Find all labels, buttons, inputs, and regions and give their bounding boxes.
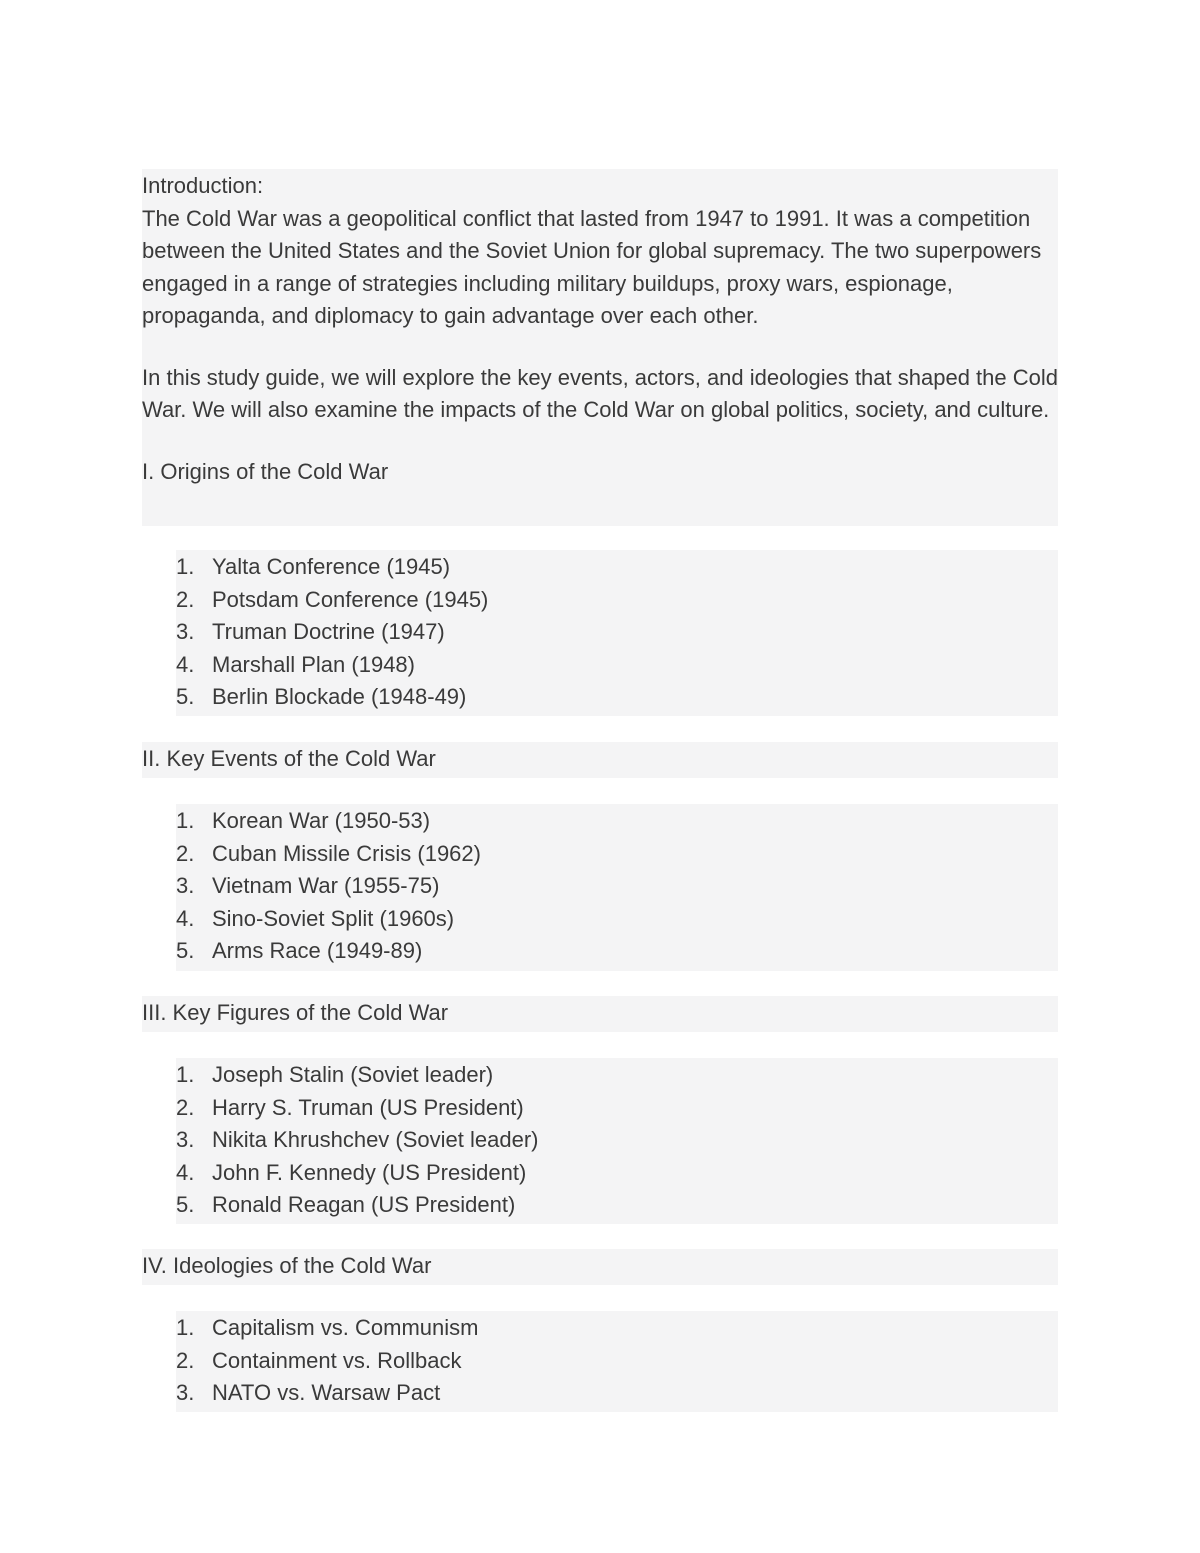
list-item: 3. Nikita Khrushchev (Soviet leader) — [176, 1127, 539, 1152]
list-item: 3. NATO vs. Warsaw Pact — [176, 1380, 441, 1405]
intro-section — [142, 169, 1058, 526]
intro-label: Introduction: — [142, 173, 264, 198]
list-item: 1. Capitalism vs. Communism — [176, 1315, 479, 1340]
section-heading-key-events: II. Key Events of the Cold War — [142, 742, 1058, 778]
list-item: 1. Joseph Stalin (Soviet leader) — [176, 1062, 494, 1087]
list-item: 2. Cuban Missile Crisis (1962) — [176, 840, 481, 866]
list-item: 4. Marshall Plan (1948) — [176, 651, 415, 677]
section-heading-key-figures: III. Key Figures of the Cold War — [142, 996, 1058, 1032]
list-item: 5. Berlin Blockade (1948-49) — [176, 684, 467, 709]
list-item: 2. Containment vs. Rollback — [176, 1347, 462, 1373]
intro-paragraph-1: The Cold War was a geopolitical conflict that lasted from 1947 to 1991. It was a competition between the United States and the Soviet Union for global supremacy. The two superpowers engaged in a range of strategies including military buildups, proxy wars, espionage, propaganda, and diplomacy to gain advantage over each other. — [142, 205, 1042, 328]
list-item: 2. Harry S. Truman (US President) — [176, 1094, 524, 1120]
paragraph-spacer — [142, 333, 1058, 362]
list-ideologies — [176, 1311, 1058, 1412]
section-heading-ideologies: IV. Ideologies of the Cold War — [142, 1249, 1058, 1285]
intro-paragraph-2: In this study guide, we will explore the key events, actors, and ideologies that shaped the Cold War. We will also examine the impacts of the Cold War on global politics, society, and culture. — [142, 364, 1058, 422]
list-item: 3. Truman Doctrine (1947) — [176, 619, 445, 644]
list-item: 1. Korean War (1950-53) — [176, 808, 431, 833]
list-item: 5. Arms Race (1949-89) — [176, 938, 423, 963]
paragraph-spacer — [142, 427, 1058, 456]
list-item: 4. Sino-Soviet Split (1960s) — [176, 905, 455, 931]
list-key-events — [176, 804, 1058, 971]
list-item: 3. Vietnam War (1955-75) — [176, 873, 440, 898]
list-item: 4. John F. Kennedy (US President) — [176, 1159, 527, 1185]
list-origins — [176, 550, 1058, 716]
list-item: 1. Yalta Conference (1945) — [176, 554, 451, 579]
section-heading-origins: I. Origins of the Cold War — [142, 458, 389, 484]
list-item: 2. Potsdam Conference (1945) — [176, 586, 489, 612]
list-item: 5. Ronald Reagan (US President) — [176, 1192, 516, 1217]
list-key-figures — [176, 1058, 1058, 1224]
